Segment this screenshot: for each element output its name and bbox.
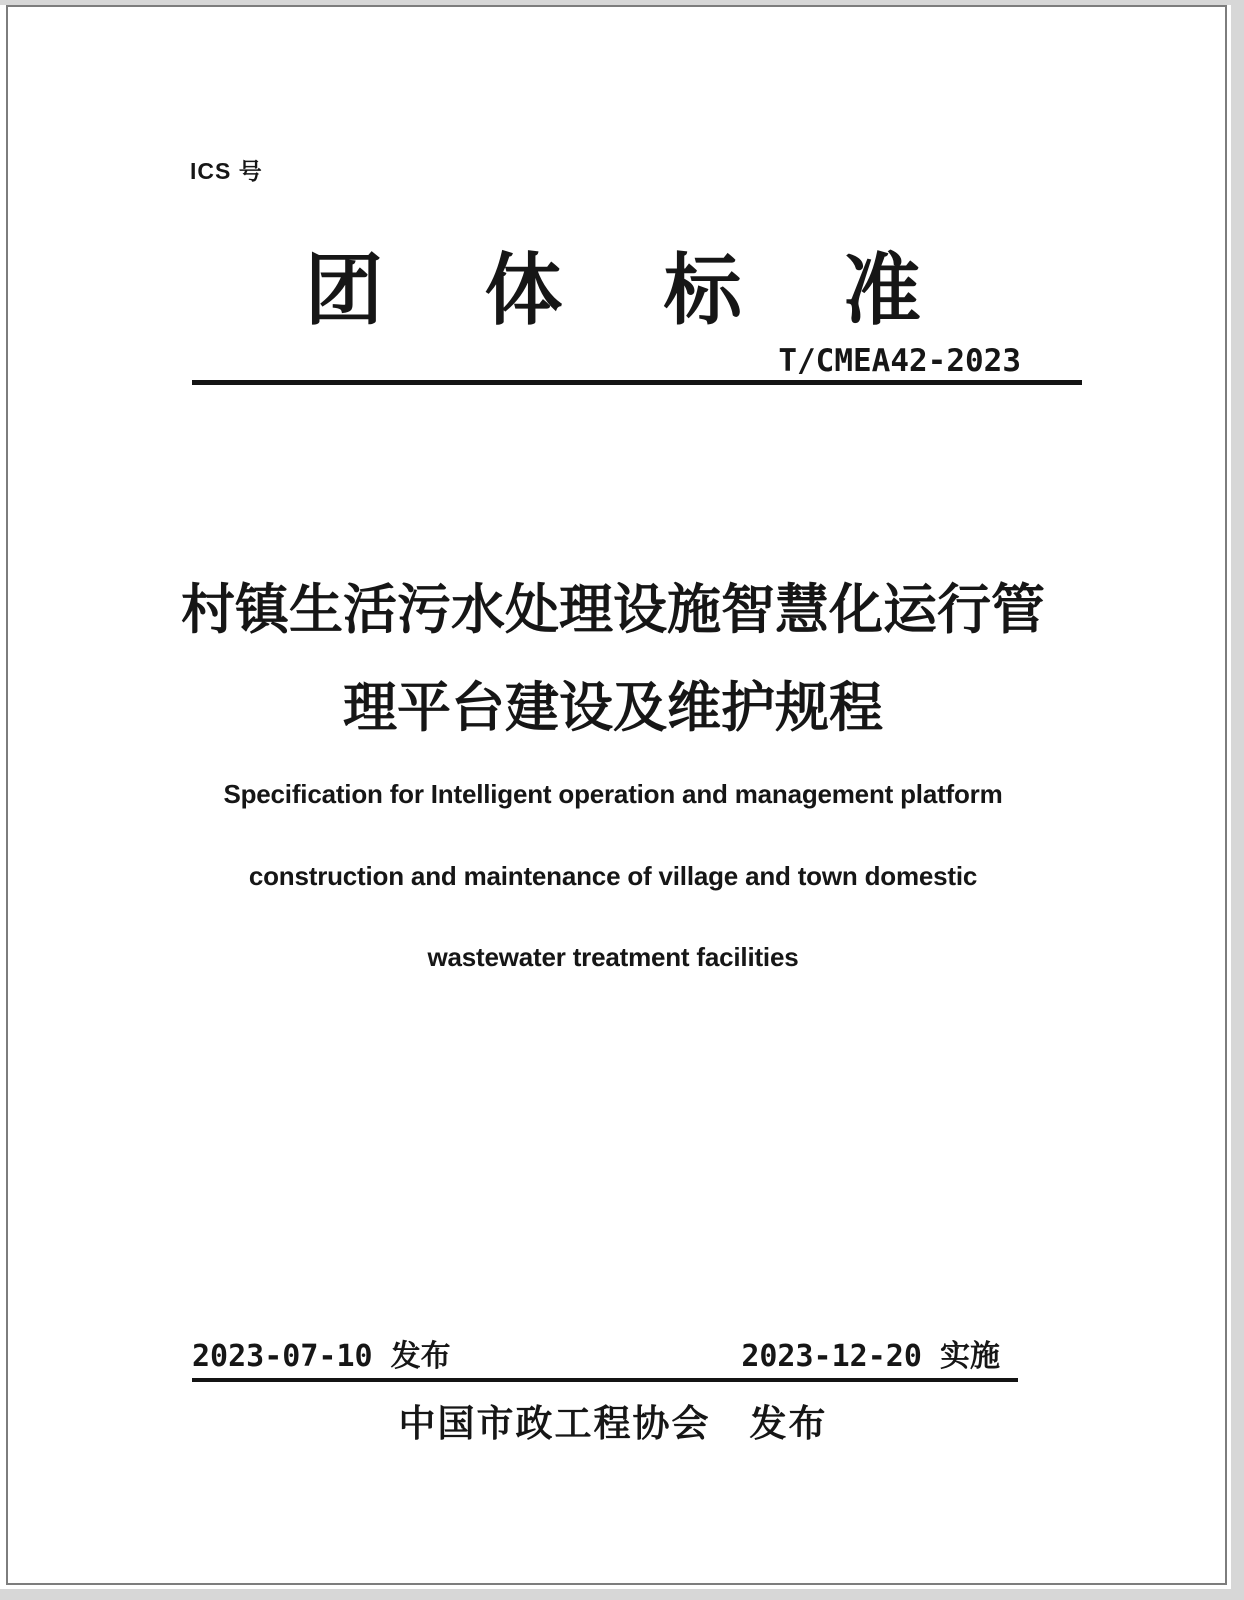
standard-number: T/CMEA42-2023 (778, 343, 1021, 379)
document-cover-page (6, 5, 1227, 1585)
implementation-date: 2023-12-20 实施 (741, 1339, 1000, 1374)
chinese-title-line-2: 理平台建设及维护规程 (343, 678, 883, 738)
doc-type-char-1: 团 (305, 246, 384, 334)
screen-edge-right (1231, 0, 1244, 1600)
doc-type-char-3: 标 (663, 246, 742, 334)
chinese-title-line-1: 村镇生活污水处理设施智慧化运行管 (181, 580, 1045, 640)
ics-number-label: ICS 号 (190, 158, 263, 184)
dates-row (192, 1331, 1000, 1375)
publisher-line: 中国市政工程协会 发布 (398, 1404, 828, 1445)
doc-type-char-4: 准 (842, 246, 921, 334)
screen-edge-top (0, 0, 1244, 5)
doc-type-title (305, 246, 921, 334)
issue-date: 2023-07-10 发布 (192, 1339, 451, 1374)
english-title-line-1: Specification for Intelligent operation and management platform (223, 779, 1003, 809)
english-title-line-3: wastewater treatment facilities (427, 942, 799, 972)
english-title-line-2: construction and maintenance of village and town domestic (248, 861, 978, 891)
header-rule (192, 380, 1082, 385)
doc-type-char-2: 体 (484, 246, 563, 334)
screen-edge-bottom (0, 1589, 1244, 1600)
footer-rule (192, 1378, 1018, 1382)
